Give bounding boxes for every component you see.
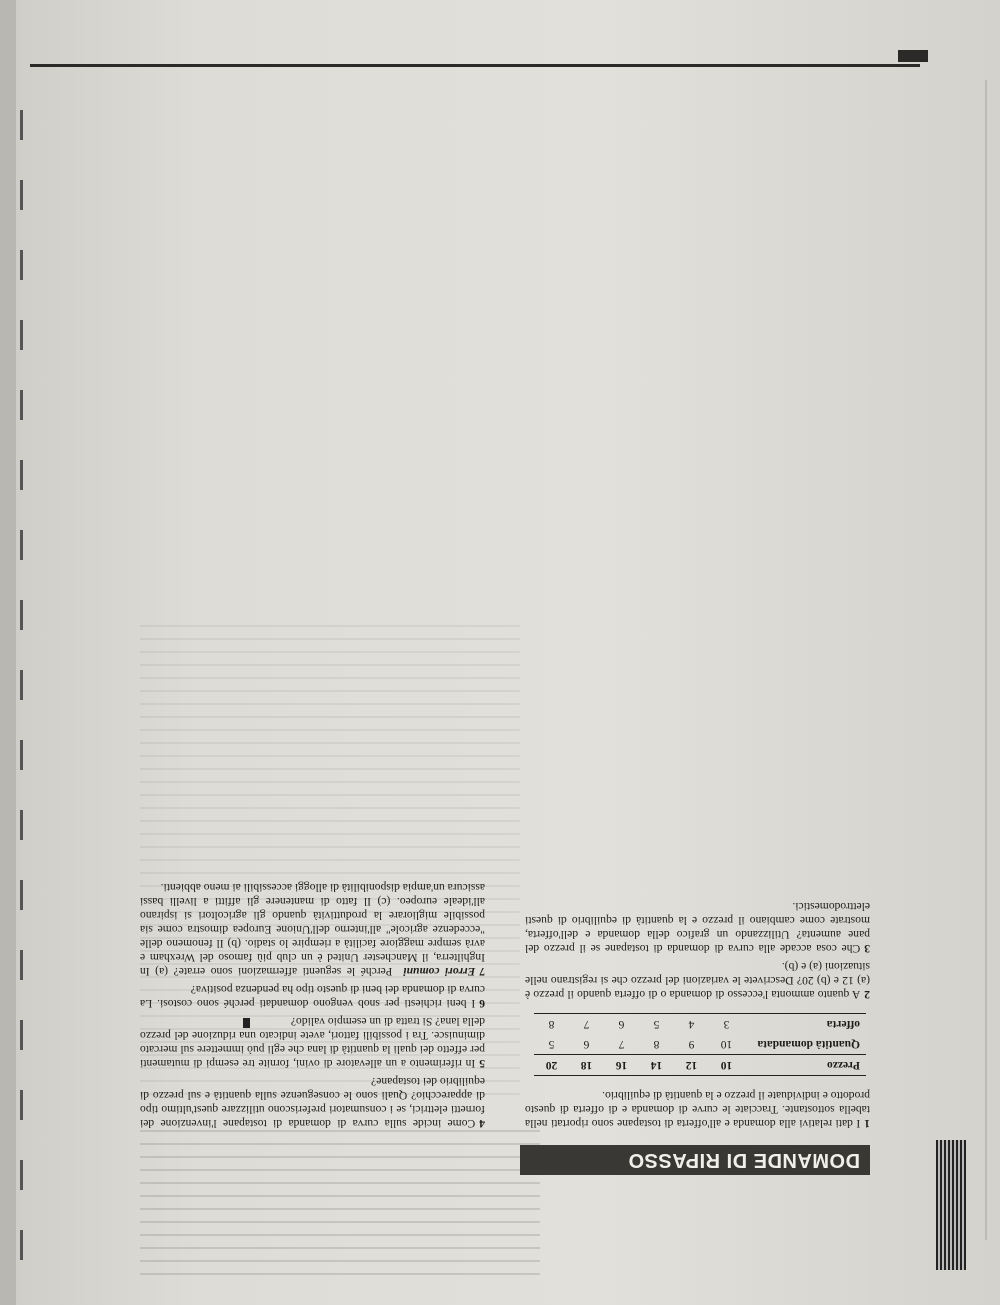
row-label: Prezzo xyxy=(744,1055,866,1076)
page-edge-shadow xyxy=(0,0,16,1305)
question-7-title: Errori comuni xyxy=(403,965,476,978)
question-2: 2A quanto ammonta l'eccesso di domanda o di offerta quando il prezzo è (a) 12 e (b) 20? Descrivete le variazioni del prezzo che si registrano nelle situazioni (a) e (b). xyxy=(525,960,870,1001)
table-row: Quantità domandata 10 9 8 7 6 5 xyxy=(534,1034,866,1055)
section-header xyxy=(520,1145,870,1175)
question-7: 7Errori comuni Perché le seguenti affermazioni sono errate? (a) In Inghilterra, il Manchester United è un club più famoso del Wrexham e avrà sempre maggiore facilità a riempire lo stadio. (b) Il fenomeno delle "eccedenze agricole" all'interno dell'Unione Europea dimostra come sia possibile migliorare la produttività quando gli agricoltori si ispirano all'ideale europeo. (c) Il fatto di mantenere gli affitti a livelli bassi assicura un'ampia disponibilità di alloggi accessibili ai meno abbienti. xyxy=(140,881,485,978)
binding-strip xyxy=(936,1140,966,1270)
table-row: offerta 3 4 5 6 7 8 xyxy=(534,1014,866,1035)
top-rule xyxy=(30,64,920,67)
question-5: 5In riferimento a un allevatore di ovini, fornite tre esempi di mutamenti per effetto dei quali la quantità di lana che egli può immettere sul mercato diminuisce. Tra i possibili fattori, avete indicato una riduzione del prezzo della lana? Si tratta di un esempio valido? xyxy=(140,1015,485,1070)
row-label: offerta xyxy=(744,1014,866,1035)
question-1: 1I dati relativi alla domanda e all'offerta di tostapane sono riportati nella tabella sottostante. Tracciate le curve di domanda e di offerta di questo prodotto e individuate il prezzo e la quantità di equilibrio. xyxy=(525,1089,870,1130)
question-3: 3Che cosa accade alla curva di domanda di tostapane se il prezzo del pane aumenta? Utilizzando un grafico della domanda e dell'offerta, mostrate come cambiano il prezzo e la quantità di equilibrio di questi elettrodomestici. xyxy=(525,900,870,955)
left-column xyxy=(525,895,870,1130)
review-questions-block xyxy=(130,680,870,1175)
right-column xyxy=(140,876,485,1130)
top-mark xyxy=(898,50,928,62)
margin-ticks xyxy=(20,90,32,1290)
table-row: Prezzo 10 12 14 16 18 20 xyxy=(534,1055,866,1076)
row-label: Quantità domandata xyxy=(757,1038,860,1050)
question-4: 4Come incide sulla curva di domanda di tostapane l'invenzione dei fornetti elettrici, se i consumatori preferiscono utilizzare quest'ultimo tipo di apparecchio? Quali sono le conseguenze sulla quantità e sul prezzo di equilibrio dei tostapane? xyxy=(140,1075,485,1130)
right-frame-line xyxy=(985,80,987,1240)
supply-demand-table xyxy=(534,1013,866,1076)
question-6: 6I beni richiesti per snob vengono domandati perché sono costosi. La curva di domanda dei beni di questo tipo ha pendenza positiva? xyxy=(140,983,485,1010)
section-title: DOMANDE DI RIPASSO xyxy=(628,1149,860,1171)
